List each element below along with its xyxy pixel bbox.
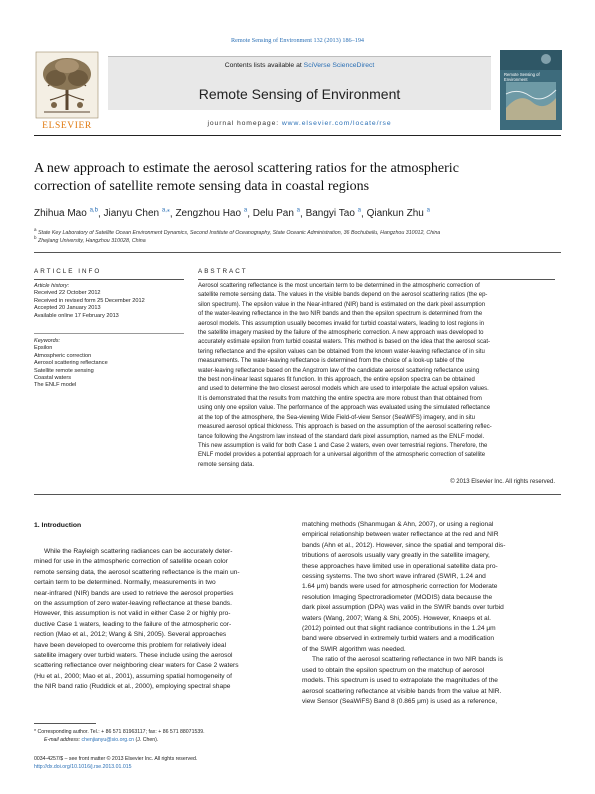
title-line-1: A new approach to estimate the aerosol scattering ratios for the atmospheric xyxy=(34,161,459,176)
homepage-prefix: journal homepage: xyxy=(207,120,282,127)
elsevier-tree-logo xyxy=(34,50,100,130)
email-label: E-mail address: xyxy=(44,737,82,743)
author[interactable]: Delu Pan $^a$ xyxy=(252,208,301,220)
keywords-rule xyxy=(34,333,184,334)
article-info-heading: ARTICLE INFO xyxy=(34,268,102,275)
journal-title: Remote Sensing of Environment xyxy=(198,86,401,102)
keywords xyxy=(34,338,189,390)
abstract-heading: ABSTRACT xyxy=(198,268,248,275)
history-item: Accepted 20 January 2013 xyxy=(34,305,101,312)
homepage-link[interactable]: www.elsevier.com/locate/rse xyxy=(281,120,392,127)
history-label: Article history: xyxy=(34,283,70,289)
doi-link[interactable]: http://dx.doi.org/10.1016/j.rse.2013.01.015 xyxy=(34,764,132,770)
author[interactable]: Zengzhou Hao $^a$ xyxy=(175,208,248,220)
author[interactable]: Qiankun Zhu $^a$ xyxy=(366,208,430,220)
history-item: Received 22 October 2012 xyxy=(34,290,101,297)
keyword: The ENLF model xyxy=(34,382,77,389)
email-link[interactable]: chenjianyu@sio.org.cn xyxy=(81,737,135,743)
intro-left-column: While the Rayleigh scattering radiances can be accurately deter- mined for use in the atmospheric correction of satellite ocean color remote sensing data, the aerosol scattering reflectance is the main un- certain term to be determined. Normally, measurements in two near-infrared (NIR) bands are used to retrieve the aerosol properties on the assumption of zero water-leaving reflectance at these bands. However, this assumption is not valid in either Case 2 or highly pro- ductive Case 1 waters, leading to the failure of the atmospheric cor- rection (Mao et al., 2012; Wang & Shi, 2005). Several approaches have been developed to overcome this problem for relatively ideal satellite imagery over turbid waters. These include using the aerosol scattering reflectance over neighboring clear waters for Case 2 waters (Hu et al., 2000; Mao et al., 2001), assuming spatial homogeneity of the NIR band ratio (Ruddick et al., 2000), employing spectral shape xyxy=(34,548,240,691)
header-rule xyxy=(34,135,561,136)
article-info-rule xyxy=(34,279,184,280)
corresponding-author-note: * Corresponding author. Tel.: + 86 571 81963117; fax: + 86 571 88071539. xyxy=(34,729,205,735)
footnote-rule xyxy=(34,723,96,724)
journal-homepage xyxy=(108,120,491,127)
intro-right-column: matching methods (Shanmugan & Ahn, 2007), or using a regional empirical relationship between water reflectance at the red and NIR bands (Ahn et al., 2012). However, since the spatial and temporal dis- tributions of aerosols usually vary greatly in the satellite imagery, these approaches have limited use in operational satellite data pro- cessing systems. The two short wave infrared (SWIR, 1.24 and 1.64 μm) bands were used for atmospheric correction for Moderate resolution Imaging Spectroradiometer (MODIS) data because the dark pixel assumption (DPA) was valid in the SWIR bands over turbid waters (Wang, 2007; Wang & Shi, 2005). However, Knaeps et al. (2012) pointed out that slight radiance contributions in the 1.24 μm band were observed in extremely turbid waters and a modification of the SWIR algorithm was needed. The ratio of the aerosol scattering reflectance in two NIR bands is used to obtain the epsilon spectrum on the matchup of aerosol models. This spectrum is used to extrapolate the magnitudes of the aerosol scattering reflectance at visible bands from the value at NIR. view Sensor (SeaWiFS) Band 8 (0.865 μm) is used as a reference, xyxy=(302,521,506,705)
contents-available xyxy=(108,62,491,69)
email-note: E-mail address: chenjianyu@sio.org.cn (J. Chen). xyxy=(44,737,159,743)
journal-cover-image xyxy=(500,50,562,130)
article-history xyxy=(34,283,189,320)
article-title xyxy=(34,160,554,196)
abstract-rule xyxy=(198,279,555,280)
keyword: Atmospheric correction xyxy=(34,352,92,359)
publisher-name: ELSEVIER xyxy=(42,121,92,131)
affiliation-a: $^a$ State Key Laboratory of Satellite Ocean Environment Dynamics, Second Institute of Oceanography, State Oceanic Administration, 36 Bochubeilu, Hangzhou 310012, China xyxy=(34,227,441,236)
author-list: Zhihua Mao $^{a,b}$, Jianyu Chen $^{a,⁎}$, Zengzhou Hao $^a$, Delu Pan $^a$, Bangyi Tao $^a$, Qiankun Zhu $^a$ xyxy=(34,208,430,220)
affiliation-b: $^b$ Zhejiang University, Hangzhou 310028, China xyxy=(34,235,146,244)
issn-line: 0034-4257/$ – see front matter © 2013 Elsevier Inc. All rights reserved. xyxy=(34,756,198,762)
history-item: Received in revised form 25 December 2012 xyxy=(34,297,145,304)
abstract-copyright: © 2013 Elsevier Inc. All rights reserved. xyxy=(450,479,555,485)
keyword: Satellite remote sensing xyxy=(34,367,94,374)
abstract-end-rule xyxy=(34,494,561,495)
title-line-2: correction of satellite remote sensing data in coastal regions xyxy=(34,179,370,194)
keyword: Coastal waters xyxy=(34,375,71,382)
keyword: Aerosol scattering reflectance xyxy=(34,360,108,367)
introduction-heading: 1. Introduction xyxy=(34,522,82,529)
contents-prefix: Contents lists available at xyxy=(224,62,304,69)
keyword: Epsilon xyxy=(34,345,53,352)
journal-citation[interactable]: Remote Sensing of Environment 132 (2013) 186–194 xyxy=(230,37,365,44)
cover-title: Remote Sensing of Environment xyxy=(504,72,540,82)
author[interactable]: Zhihua Mao $^{a,b}$ xyxy=(34,208,98,220)
history-item: Available online 17 February 2013 xyxy=(34,312,119,319)
author[interactable]: Jianyu Chen $^{a,⁎}$ xyxy=(103,208,170,220)
author[interactable]: Bangyi Tao $^a$ xyxy=(305,208,361,220)
abstract-text: Aerosol scattering reflectance is the most uncertain term to be determined in the atmospheric correction of satellite remote sensing data. The values in the visible bands depend on the aerosol scattering ratios (the ep- silon spectrum). The epsilon value in the Near-infrared (NIR) band is estimated on the dark pixel assumption of the water-leaving reflectance in the two NIR bands and then the epsilon spectrum is determined from the aerosol models. This assumption usually becomes invalid for turbid coastal waters, leading to lost regions in the satellite imagery masked by the failure of the atmospheric correction. A new approach was developed to accurately estimate epsilon from turbid coastal waters. This method is based on the idea that the aerosol scat- tering reflectance and the epsilon values can be obtained from the known water-leaving reflectance of in situ measurements. The water-leaving reflectance is determined from the choice of a look-up table of the water-leaving reflectance based on the Angstrom law of the candidate aerosol scattering reflectance using the best non-linear least squares fit function. In this approach, the entire epsilon spectra can be obtained and used to determine the two closest aerosol models which are used to interpolate the actual epsilon values. It is demonstrated that the results from matching the entire spectra are more robust than that obtained from using only one epsilon value. The performance of the approach was evaluated using the simulated reflectance at the top of the atmosphere, the Sea-viewing Wide Field-of-view Sensor (SeaWiFS) imagery, and in situ measured aerosol optical thickness. This approach is based on the assumption of the aerosol scattering reflec- tance following the Angstrom law instead of the standard dark pixel assumption, named as the ENLF model. This new assumption is valid for both Case 1 and Case 2 waters, even over terrestrial regions. Therefore, the ENLF model provides a potential approach for a universal algorithm of the atmospheric correction of satellite remote sensing data. xyxy=(198,283,492,468)
section-rule xyxy=(34,252,561,253)
sciencedirect-link[interactable]: SciVerse ScienceDirect xyxy=(303,62,375,69)
keywords-label: Keywords: xyxy=(34,338,61,344)
